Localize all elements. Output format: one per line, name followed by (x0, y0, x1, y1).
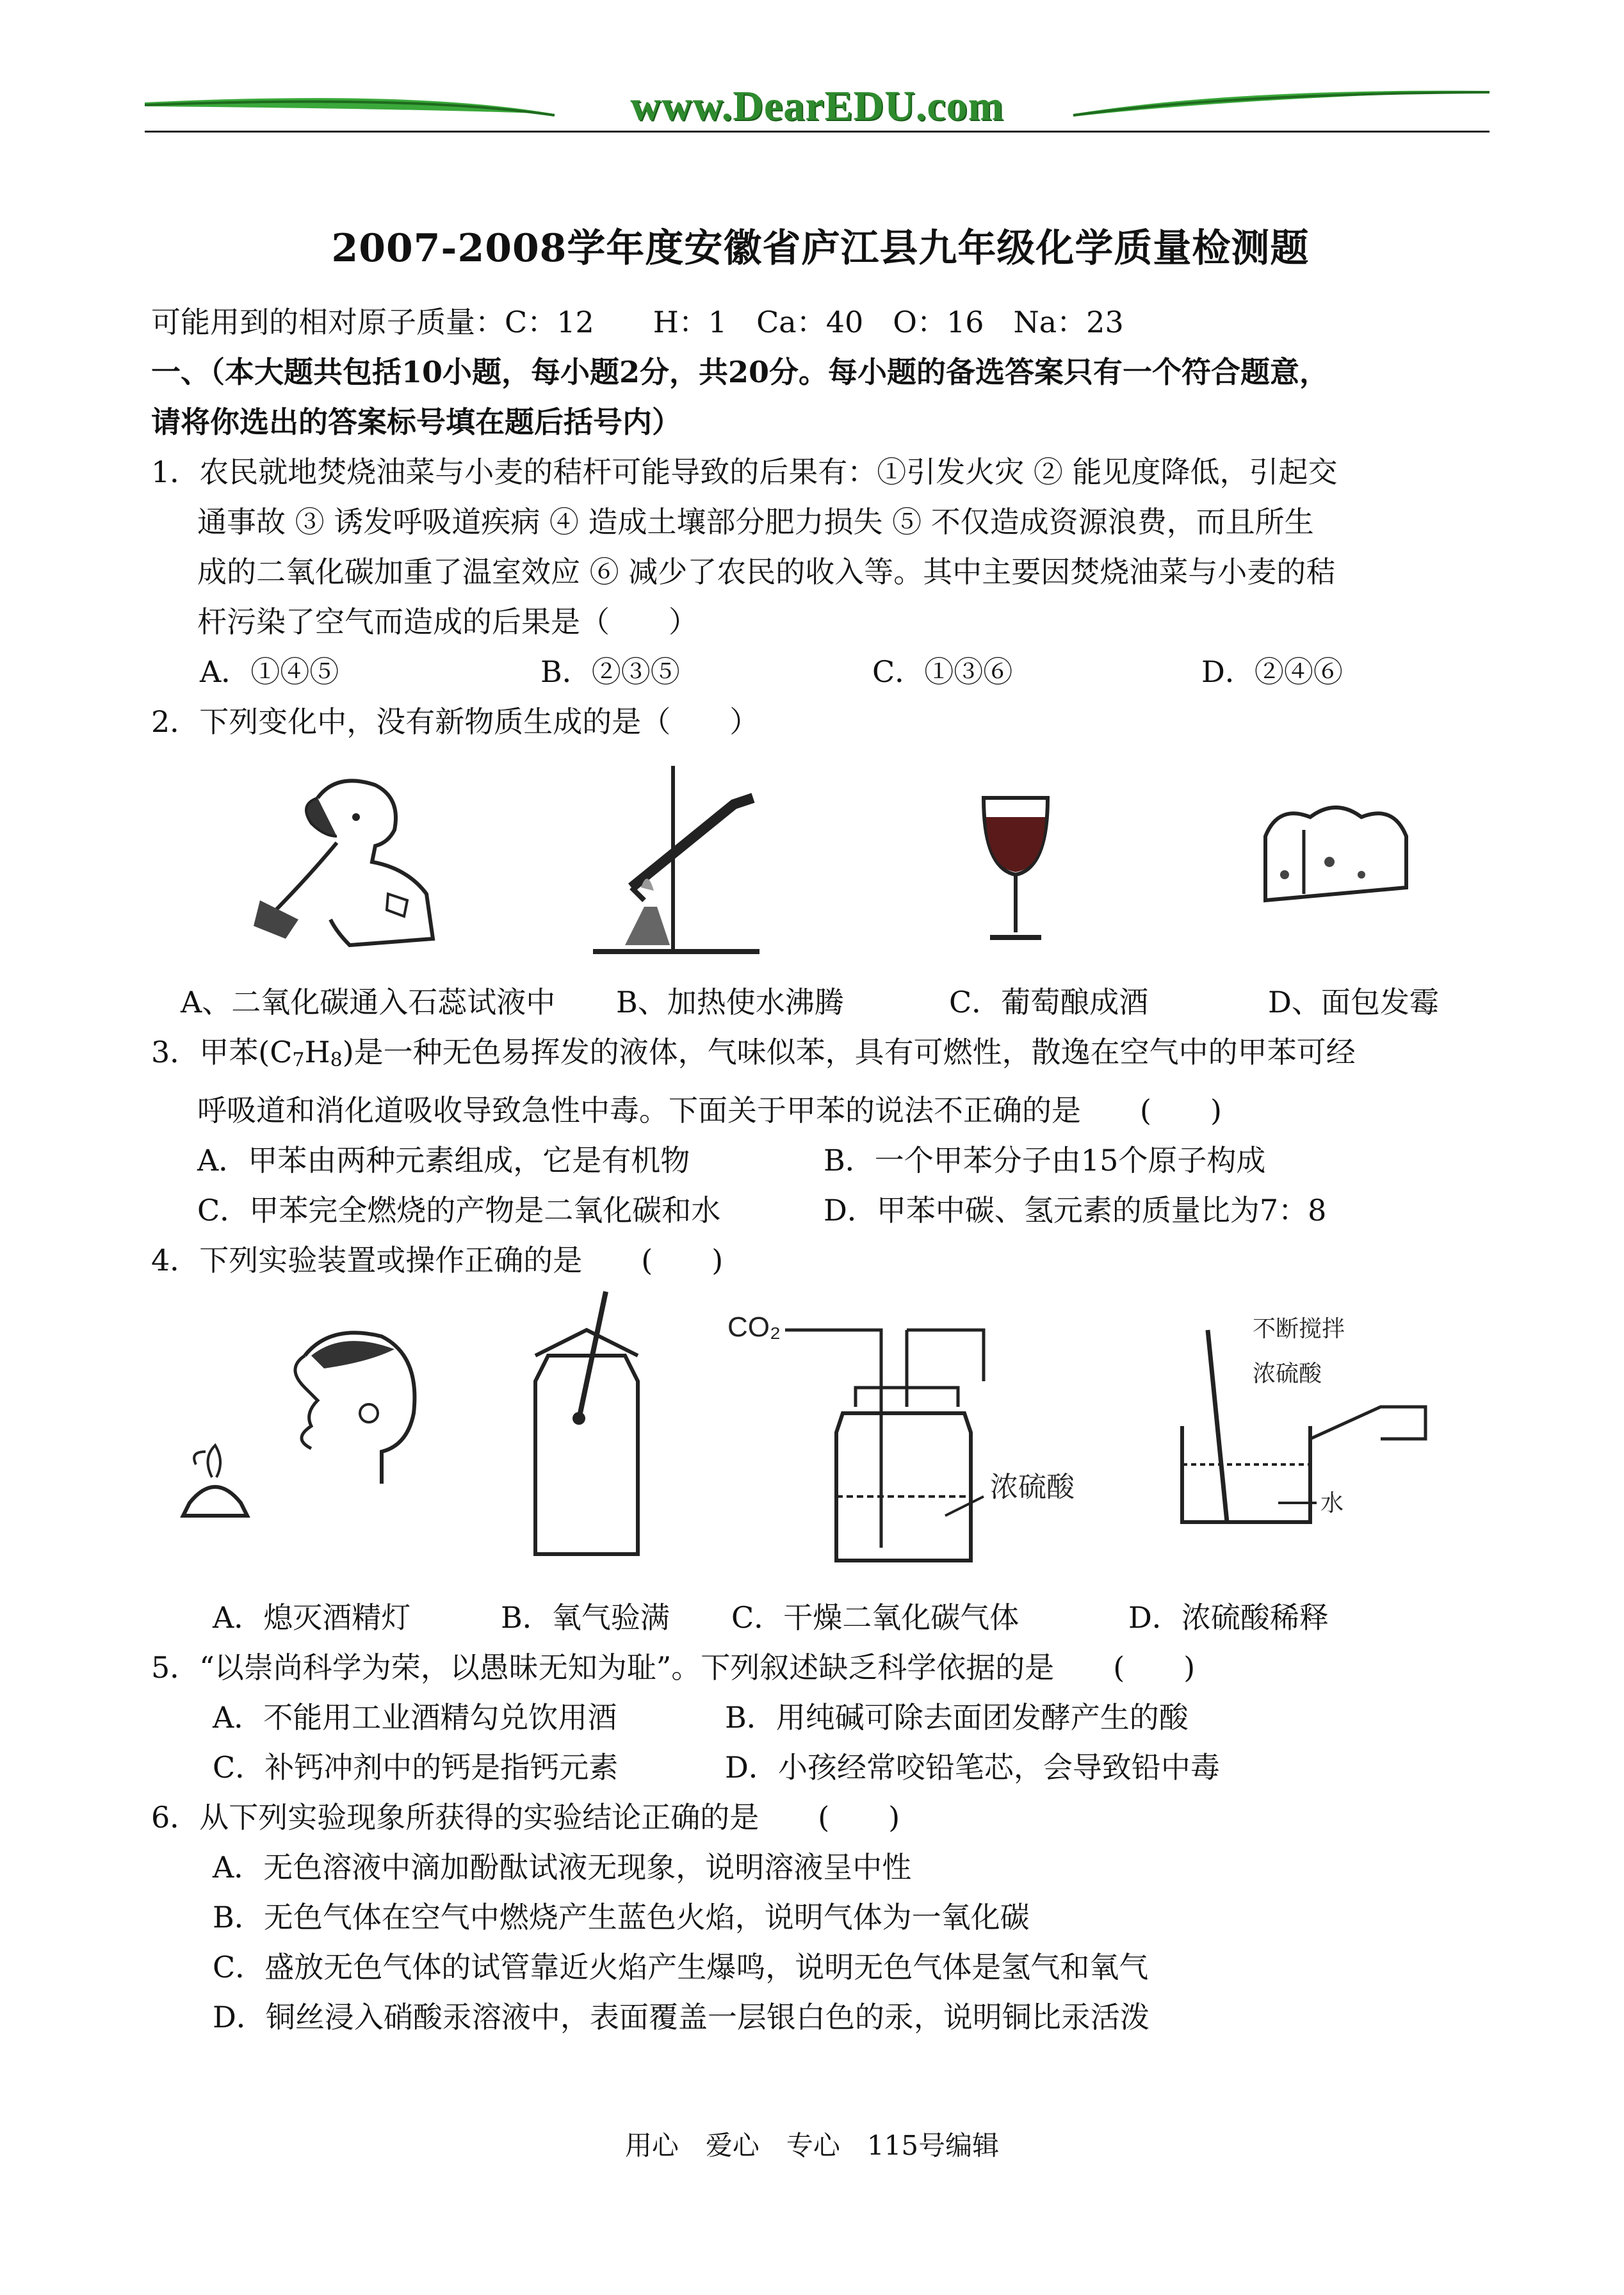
atomic-mass-line: 可能用到的相对原子质量：C：12 H：1 Ca：40 O：16 Na：23 (151, 305, 1124, 339)
q4-option-a[interactable]: A．熄灭酒精灯 (213, 1600, 411, 1635)
question-3 (151, 1027, 1490, 1235)
q4-option-b[interactable]: B．氧气验满 (501, 1600, 670, 1635)
q4-stem: 4．下列实验装置或操作正确的是 ( ) (151, 1243, 724, 1277)
q5-option-c[interactable]: C．补钙冲剂中的钙是指钙元素 (213, 1750, 619, 1785)
q2-option-a[interactable]: A、二氧化碳通入石蕊试液中 (181, 985, 556, 1019)
header-divider (145, 131, 1490, 133)
q1-line2: 通事故 ③ 诱发呼吸道疾病 ④ 造成土壤部分肥力损失 ⑤ 不仅造成资源浪费，而且所生 (197, 505, 1314, 539)
q3-stem-pre: 3．甲苯(C (151, 1035, 293, 1069)
section-heading-line1: 一、（本大题共包括10小题，每小题2分，共20分。每小题的备选答案只有一个符合题意， (151, 355, 1329, 389)
question-2 (151, 697, 1490, 1027)
q2-option-d[interactable]: D、面包发霉 (1268, 985, 1439, 1019)
q2-option-c[interactable]: C．葡萄酿成酒 (949, 985, 1149, 1019)
q2-figures (151, 747, 1490, 977)
section-heading-line2: 请将你选出的答案标号填在题后括号内） (151, 405, 681, 439)
fig-acid-label: 浓硫酸 (990, 1471, 1075, 1504)
q1-option-d[interactable]: D．②④⑥ (1201, 654, 1343, 689)
q4-option-d[interactable]: D．浓硫酸稀释 (1128, 1600, 1329, 1635)
acid-dilution-figure (1169, 1311, 1502, 1554)
question-5 (151, 1642, 1490, 1792)
boy-blowing-straw-figure (241, 772, 446, 952)
site-logo-text[interactable]: www.DearEDU.com (630, 83, 1004, 129)
q3-options-row1 (151, 1135, 1490, 1185)
q3-sub-hydrogen: 8 (330, 1049, 343, 1071)
co2-drying-bottle-figure (715, 1304, 1099, 1573)
heating-apparatus-figure (567, 759, 779, 964)
q3-options-row2 (151, 1185, 1490, 1235)
q5-stem: 5．“以崇尚科学为荣，以愚昧无知为耻”。下列叙述缺乏科学依据的是 ( ) (151, 1650, 1196, 1685)
q1-option-b[interactable]: B．②③⑤ (540, 654, 680, 689)
q1-option-a[interactable]: A．①④⑤ (200, 654, 339, 689)
q3-option-a[interactable]: A．甲苯由两种元素组成，它是有机物 (197, 1143, 690, 1178)
q5-option-a[interactable]: A．不能用工业酒精勾兑饮用酒 (213, 1700, 617, 1735)
q3-option-c[interactable]: C．甲苯完全燃烧的产物是二氧化碳和水 (197, 1193, 721, 1228)
q1-line1: 1．农民就地焚烧油菜与小麦的秸杆可能导致的后果有：①引发火灾 ② 能见度降低，引起交 (151, 455, 1338, 489)
q4-option-c[interactable]: C．干燥二氧化碳气体 (731, 1600, 1019, 1635)
blowing-out-lamp-figure (177, 1317, 446, 1548)
q6-option-c[interactable]: C．盛放无色气体的试管靠近火焰产生爆鸣，说明无色气体是氢气和氧气 (213, 1950, 1149, 1984)
q2-option-b[interactable]: B、加热使水沸腾 (616, 985, 844, 1019)
q3-stem-mid: H (304, 1035, 330, 1069)
wine-glass-figure (964, 791, 1067, 958)
q2-stem: 2．下列变化中，没有新物质生成的是（ ） (151, 704, 759, 739)
q1-line3: 成的二氧化碳加重了温室效应 ⑥ 减少了农民的收入等。其中主要因焚烧油菜与小麦的秸 (197, 555, 1336, 589)
q6-option-d[interactable]: D．铜丝浸入硝酸汞溶液中，表面覆盖一层银白色的汞，说明铜比汞活泼 (213, 2000, 1149, 2034)
q4-options (151, 1593, 1490, 1642)
moldy-bread-figure (1253, 798, 1419, 926)
q4-figures (151, 1285, 1490, 1593)
fig-water-label: 水 (1320, 1490, 1344, 1516)
page-title: 2007-2008学年度安徽省庐江县九年级化学质量检测题 (331, 226, 1310, 271)
q5-options-row1 (151, 1692, 1490, 1742)
q6-option-b[interactable]: B．无色气体在空气中燃烧产生蓝色火焰，说明气体为一氧化碳 (213, 1900, 1030, 1934)
q3-line2: 呼吸道和消化道吸收导致急性中毒。下面关于甲苯的说法不正确的是 ( ) (197, 1093, 1222, 1128)
question-1 (151, 447, 1490, 697)
question-4 (151, 1235, 1490, 1642)
q3-sub-carbon: 7 (292, 1049, 305, 1071)
q6-option-a[interactable]: A．无色溶液中滴加酚酞试液无现象，说明溶液呈中性 (213, 1850, 912, 1885)
q6-stem: 6．从下列实验现象所获得的实验结论正确的是 ( ) (151, 1800, 900, 1835)
site-header (145, 77, 1490, 134)
q3-stem-post: )是一种无色易挥发的液体，气味似苯，具有可燃性，散逸在空气中的甲苯可经 (342, 1035, 1356, 1069)
q1-options (151, 647, 1490, 697)
q3-option-b[interactable]: B．一个甲苯分子由15个原子构成 (824, 1143, 1266, 1178)
q1-option-c[interactable]: C．①③⑥ (872, 654, 1013, 689)
oxygen-bottle-figure (510, 1285, 676, 1567)
q1-line4: 杆污染了空气而造成的后果是（ ） (197, 604, 698, 639)
question-6 (151, 1792, 1490, 2042)
q2-options (151, 977, 1490, 1027)
fig-co2-label: CO₂ (727, 1311, 781, 1343)
q5-options-row2 (151, 1742, 1490, 1792)
q5-option-b[interactable]: B．用纯碱可除去面团发酵产生的酸 (725, 1700, 1189, 1735)
fig-stir-label: 不断搅拌 (1253, 1316, 1345, 1342)
fig-acid2-label: 浓硫酸 (1253, 1361, 1322, 1387)
q5-option-d[interactable]: D．小孩经常咬铅笔芯，会导致铅中毒 (725, 1750, 1220, 1785)
exam-page (151, 218, 1490, 2042)
q3-line1 (151, 1027, 1490, 1085)
q3-option-d[interactable]: D．甲苯中碳、氢元素的质量比为7：8 (824, 1193, 1327, 1228)
page-footer: 用心 爱心 专心 115号编辑 (624, 2130, 1000, 2161)
